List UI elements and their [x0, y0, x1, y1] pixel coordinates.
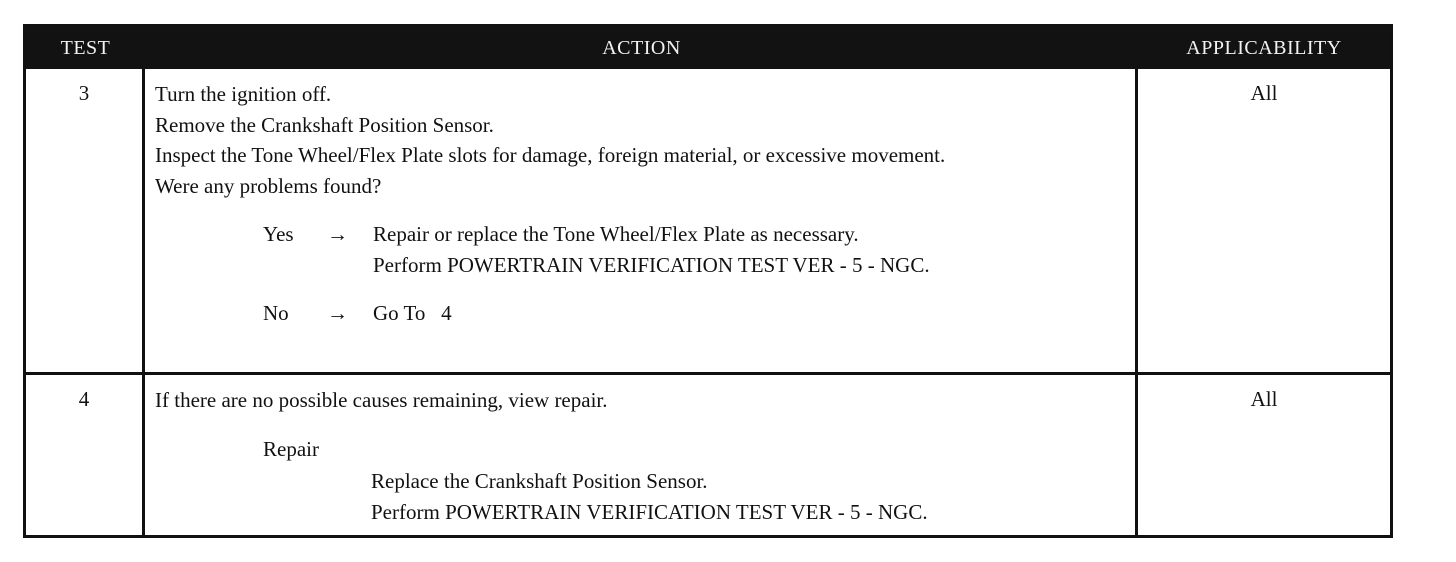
test-number: 4 — [26, 375, 145, 535]
repair-instruction: Replace the Crankshaft Position Sensor. — [371, 469, 708, 493]
applicability-value: All — [1250, 81, 1278, 105]
table-row — [26, 69, 1390, 372]
test-number: 3 — [26, 69, 145, 372]
action-step: Inspect the Tone Wheel/Flex Plate slots for damage, foreign material, or excessive movement. — [155, 143, 946, 167]
action-step: Remove the Crankshaft Position Sensor. — [155, 112, 494, 137]
yes-label: Yes — [263, 222, 294, 246]
action-cell — [145, 375, 1138, 535]
action-question: Were any problems found? — [155, 173, 382, 198]
arrow-icon: → — [327, 301, 348, 325]
header-test: TEST — [60, 36, 111, 59]
yes-instruction: Repair or replace the Tone Wheel/Flex Plate as necessary. — [373, 222, 859, 246]
no-branch — [263, 298, 1127, 329]
header-action: ACTION — [602, 36, 681, 59]
repair-label: Repair — [263, 436, 319, 461]
arrow-icon: → — [327, 222, 348, 246]
action-step: Turn the ignition off. — [155, 82, 332, 106]
yes-branch — [263, 219, 1127, 280]
no-instruction: Go To 4 — [373, 301, 452, 325]
table-header-row — [26, 27, 1390, 69]
yes-instruction: Perform POWERTRAIN VERIFICATION TEST VER - 5 - NGC. — [373, 252, 930, 277]
no-label: No — [263, 301, 289, 325]
action-step: If there are no possible causes remaining, view repair. — [155, 388, 608, 412]
diagnostic-test-table — [23, 24, 1393, 538]
table-row — [26, 372, 1390, 535]
repair-steps — [371, 466, 1127, 527]
header-applicability: APPLICABILITY — [1186, 36, 1342, 59]
repair-instruction: Perform POWERTRAIN VERIFICATION TEST VER - 5 - NGC. — [371, 499, 928, 524]
applicability-value: All — [1250, 387, 1278, 411]
action-cell — [145, 69, 1138, 372]
